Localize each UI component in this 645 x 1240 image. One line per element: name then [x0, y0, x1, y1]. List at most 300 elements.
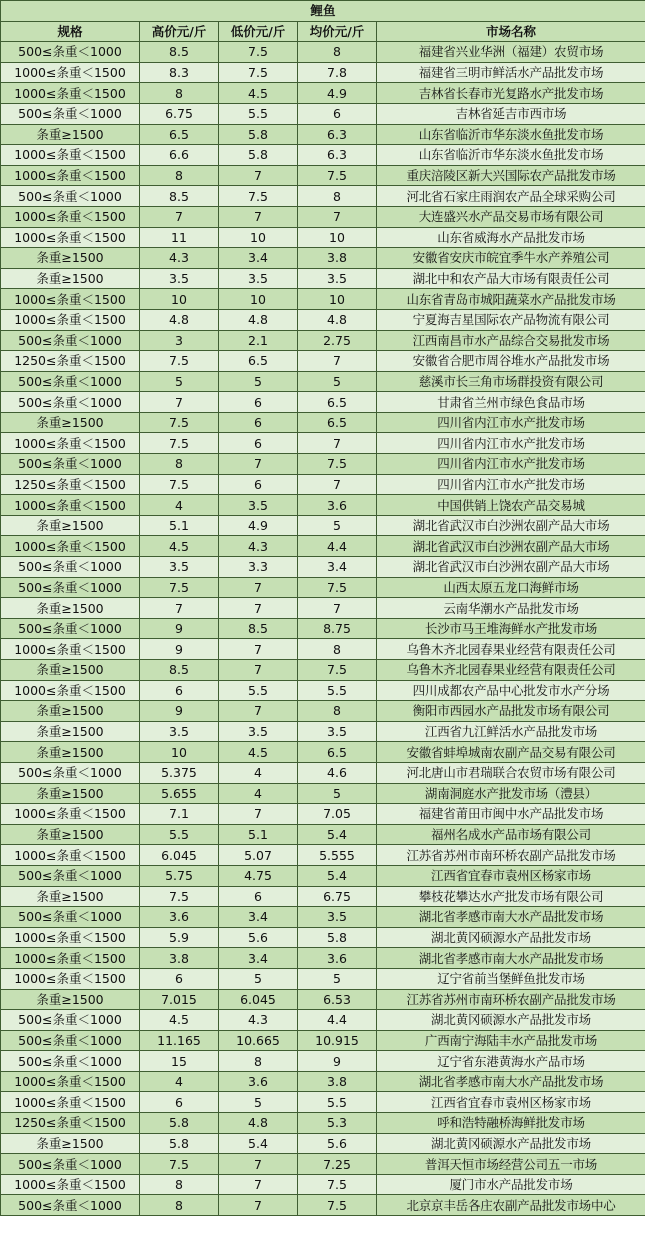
- table-row: [1, 907, 645, 928]
- cell-avg-price: 7.5: [298, 454, 377, 475]
- cell-market-name: 湖北省孝感市南大水产品批发市场: [377, 1071, 645, 1092]
- cell-avg-price: 7.25: [298, 1154, 377, 1175]
- cell-spec: 条重≥1500: [1, 824, 140, 845]
- cell-avg-price: 7: [298, 598, 377, 619]
- cell-low-price: 3.6: [219, 1071, 298, 1092]
- table-row: [1, 165, 645, 186]
- cell-market-name: 江西南昌市水产品综合交易批发市场: [377, 330, 645, 351]
- cell-low-price: 5.5: [219, 103, 298, 124]
- cell-market-name: 福州名成水产品市场有限公司: [377, 824, 645, 845]
- cell-low-price: 3.4: [219, 907, 298, 928]
- table-row: [1, 83, 645, 104]
- cell-high-price: 7: [140, 206, 219, 227]
- table-row: [1, 1092, 645, 1113]
- header-avg-price: 均价元/斤: [298, 21, 377, 42]
- cell-spec: 条重≥1500: [1, 783, 140, 804]
- cell-low-price: 6: [219, 392, 298, 413]
- cell-spec: 条重≥1500: [1, 248, 140, 269]
- cell-avg-price: 5: [298, 371, 377, 392]
- cell-market-name: 湖北省孝感市南大水产品批发市场: [377, 907, 645, 928]
- cell-market-name: 四川成都农产品中心批发市水产分场: [377, 680, 645, 701]
- cell-high-price: 5.375: [140, 762, 219, 783]
- cell-high-price: 7.015: [140, 989, 219, 1010]
- cell-high-price: 7: [140, 392, 219, 413]
- table-row: [1, 824, 645, 845]
- cell-spec: 1250≤条重＜1500: [1, 474, 140, 495]
- cell-low-price: 5.8: [219, 145, 298, 166]
- cell-avg-price: 5: [298, 783, 377, 804]
- cell-spec: 1000≤条重＜1500: [1, 227, 140, 248]
- cell-spec: 1000≤条重＜1500: [1, 948, 140, 969]
- cell-market-name: 厦门市水产品批发市场: [377, 1174, 645, 1195]
- cell-spec: 500≤条重＜1000: [1, 1195, 140, 1216]
- cell-high-price: 3.8: [140, 948, 219, 969]
- cell-avg-price: 5: [298, 515, 377, 536]
- cell-high-price: 8.5: [140, 660, 219, 681]
- table-title-row: [1, 1, 645, 22]
- table-row: [1, 1195, 645, 1216]
- cell-low-price: 7: [219, 1154, 298, 1175]
- cell-high-price: 4.5: [140, 536, 219, 557]
- cell-avg-price: 8: [298, 42, 377, 63]
- table-row: [1, 62, 645, 83]
- cell-avg-price: 6.75: [298, 886, 377, 907]
- cell-low-price: 7.5: [219, 42, 298, 63]
- cell-market-name: 河北唐山市君瑞联合农贸市场有限公司: [377, 762, 645, 783]
- cell-low-price: 8: [219, 1051, 298, 1072]
- cell-high-price: 6.75: [140, 103, 219, 124]
- cell-market-name: 湖南洞庭水产批发市场（澧县）: [377, 783, 645, 804]
- cell-avg-price: 7: [298, 351, 377, 372]
- cell-low-price: 2.1: [219, 330, 298, 351]
- cell-high-price: 8: [140, 83, 219, 104]
- cell-low-price: 5.07: [219, 845, 298, 866]
- cell-spec: 1250≤条重＜1500: [1, 1113, 140, 1134]
- cell-market-name: 甘肃省兰州市绿色食品市场: [377, 392, 645, 413]
- cell-market-name: 慈溪市长三角市场群投资有限公司: [377, 371, 645, 392]
- table-row: [1, 145, 645, 166]
- cell-market-name: 吉林省延吉市西市场: [377, 103, 645, 124]
- table-row: [1, 577, 645, 598]
- cell-market-name: 中国供销上饶农产品交易城: [377, 495, 645, 516]
- cell-spec: 1000≤条重＜1500: [1, 845, 140, 866]
- cell-avg-price: 6.5: [298, 412, 377, 433]
- cell-spec: 条重≥1500: [1, 515, 140, 536]
- cell-spec: 1000≤条重＜1500: [1, 145, 140, 166]
- cell-low-price: 6.5: [219, 351, 298, 372]
- table-row: [1, 227, 645, 248]
- cell-avg-price: 7.5: [298, 1195, 377, 1216]
- cell-avg-price: 6.3: [298, 124, 377, 145]
- cell-high-price: 7: [140, 598, 219, 619]
- cell-market-name: 宁夏海吉星国际农产品物流有限公司: [377, 309, 645, 330]
- cell-market-name: 江西省宜春市袁州区杨家市场: [377, 1092, 645, 1113]
- cell-high-price: 7.5: [140, 412, 219, 433]
- cell-high-price: 3.5: [140, 557, 219, 578]
- cell-avg-price: 3.8: [298, 1071, 377, 1092]
- table-row: [1, 1174, 645, 1195]
- table-row: [1, 1133, 645, 1154]
- cell-avg-price: 8: [298, 186, 377, 207]
- cell-high-price: 3.5: [140, 268, 219, 289]
- cell-high-price: 5.1: [140, 515, 219, 536]
- cell-avg-price: 5.4: [298, 824, 377, 845]
- cell-spec: 1000≤条重＜1500: [1, 1071, 140, 1092]
- cell-market-name: 山东省临沂市华东淡水鱼批发市场: [377, 145, 645, 166]
- cell-low-price: 5: [219, 371, 298, 392]
- cell-market-name: 福建省莆田市闽中水产品批发市场: [377, 804, 645, 825]
- cell-low-price: 4.3: [219, 1010, 298, 1031]
- cell-avg-price: 4.6: [298, 762, 377, 783]
- cell-avg-price: 9: [298, 1051, 377, 1072]
- cell-avg-price: 6.5: [298, 742, 377, 763]
- cell-high-price: 9: [140, 639, 219, 660]
- cell-high-price: 8: [140, 165, 219, 186]
- cell-low-price: 3.5: [219, 268, 298, 289]
- cell-spec: 500≤条重＜1000: [1, 762, 140, 783]
- table-row: [1, 557, 645, 578]
- table-row: [1, 206, 645, 227]
- cell-low-price: 6: [219, 474, 298, 495]
- cell-high-price: 6: [140, 968, 219, 989]
- table-row: [1, 248, 645, 269]
- cell-high-price: 4.8: [140, 309, 219, 330]
- cell-market-name: 安徽省合肥市周谷堆水产品批发市场: [377, 351, 645, 372]
- cell-market-name: 湖北省武汉市白沙洲农副产品大市场: [377, 536, 645, 557]
- cell-avg-price: 3.5: [298, 268, 377, 289]
- table-row: [1, 186, 645, 207]
- cell-market-name: 辽宁省前当堡鲜鱼批发市场: [377, 968, 645, 989]
- table-row: [1, 515, 645, 536]
- cell-market-name: 吉林省长春市光复路水产批发市场: [377, 83, 645, 104]
- cell-high-price: 6: [140, 1092, 219, 1113]
- cell-spec: 500≤条重＜1000: [1, 371, 140, 392]
- cell-market-name: 北京京丰岳各庄农副产品批发市场中心: [377, 1195, 645, 1216]
- cell-market-name: 湖北黄冈硕源水产品批发市场: [377, 927, 645, 948]
- cell-low-price: 4: [219, 762, 298, 783]
- table-row: [1, 1154, 645, 1175]
- table-row: [1, 268, 645, 289]
- cell-market-name: 四川省内江市水产批发市场: [377, 412, 645, 433]
- table-row: [1, 289, 645, 310]
- cell-market-name: 福建省三明市鲜活水产品批发市场: [377, 62, 645, 83]
- cell-spec: 1000≤条重＜1500: [1, 495, 140, 516]
- cell-high-price: 11.165: [140, 1030, 219, 1051]
- cell-avg-price: 8: [298, 701, 377, 722]
- table-row: [1, 351, 645, 372]
- cell-low-price: 6.045: [219, 989, 298, 1010]
- cell-low-price: 7: [219, 206, 298, 227]
- cell-spec: 500≤条重＜1000: [1, 42, 140, 63]
- cell-spec: 1000≤条重＜1500: [1, 1174, 140, 1195]
- cell-spec: 500≤条重＜1000: [1, 618, 140, 639]
- cell-avg-price: 3.6: [298, 495, 377, 516]
- cell-high-price: 7.5: [140, 474, 219, 495]
- cell-avg-price: 5.5: [298, 1092, 377, 1113]
- cell-market-name: 四川省内江市水产批发市场: [377, 433, 645, 454]
- cell-high-price: 5.75: [140, 865, 219, 886]
- table-row: [1, 103, 645, 124]
- cell-high-price: 5.8: [140, 1113, 219, 1134]
- cell-high-price: 9: [140, 701, 219, 722]
- cell-spec: 500≤条重＜1000: [1, 1051, 140, 1072]
- cell-market-name: 大连盛兴水产品交易市场有限公司: [377, 206, 645, 227]
- cell-low-price: 4.5: [219, 742, 298, 763]
- cell-spec: 1000≤条重＜1500: [1, 927, 140, 948]
- cell-spec: 500≤条重＜1000: [1, 1010, 140, 1031]
- cell-market-name: 山东省威海水产品批发市场: [377, 227, 645, 248]
- cell-low-price: 3.3: [219, 557, 298, 578]
- header-high-price: 高价元/斤: [140, 21, 219, 42]
- cell-market-name: 江西省九江鲜活水产品批发市场: [377, 721, 645, 742]
- cell-high-price: 4: [140, 495, 219, 516]
- cell-low-price: 7: [219, 1174, 298, 1195]
- cell-high-price: 8: [140, 1174, 219, 1195]
- cell-avg-price: 7.5: [298, 165, 377, 186]
- table-header-row: [1, 21, 645, 42]
- cell-high-price: 8: [140, 1195, 219, 1216]
- table-body: [1, 42, 645, 1216]
- table-row: [1, 371, 645, 392]
- cell-avg-price: 10: [298, 227, 377, 248]
- cell-low-price: 10.665: [219, 1030, 298, 1051]
- cell-spec: 条重≥1500: [1, 886, 140, 907]
- cell-avg-price: 7.5: [298, 1174, 377, 1195]
- cell-spec: 1000≤条重＜1500: [1, 639, 140, 660]
- cell-avg-price: 5.5: [298, 680, 377, 701]
- cell-market-name: 湖北省武汉市白沙洲农副产品大市场: [377, 557, 645, 578]
- cell-market-name: 山东省临沂市华东淡水鱼批发市场: [377, 124, 645, 145]
- table-row: [1, 330, 645, 351]
- cell-high-price: 5: [140, 371, 219, 392]
- cell-market-name: 普洱天恒市场经营公司五一市场: [377, 1154, 645, 1175]
- cell-low-price: 7: [219, 165, 298, 186]
- cell-avg-price: 5.6: [298, 1133, 377, 1154]
- table-row: [1, 433, 645, 454]
- cell-low-price: 4.8: [219, 1113, 298, 1134]
- cell-market-name: 山东省青岛市城阳蔬菜水产品批发市场: [377, 289, 645, 310]
- cell-avg-price: 4.4: [298, 1010, 377, 1031]
- table-row: [1, 454, 645, 475]
- cell-avg-price: 10: [298, 289, 377, 310]
- cell-spec: 1000≤条重＜1500: [1, 309, 140, 330]
- cell-market-name: 湖北黄冈硕源水产品批发市场: [377, 1010, 645, 1031]
- cell-high-price: 7.1: [140, 804, 219, 825]
- cell-spec: 500≤条重＜1000: [1, 186, 140, 207]
- cell-spec: 1000≤条重＜1500: [1, 1092, 140, 1113]
- cell-spec: 1000≤条重＜1500: [1, 433, 140, 454]
- cell-low-price: 4.8: [219, 309, 298, 330]
- cell-high-price: 7.5: [140, 1154, 219, 1175]
- cell-spec: 1000≤条重＜1500: [1, 536, 140, 557]
- table-row: [1, 392, 645, 413]
- cell-high-price: 7.5: [140, 351, 219, 372]
- cell-low-price: 4.75: [219, 865, 298, 886]
- table-row: [1, 412, 645, 433]
- cell-market-name: 福建省兴业华洲（福建）农贸市场: [377, 42, 645, 63]
- cell-market-name: 湖北黄冈硕源水产品批发市场: [377, 1133, 645, 1154]
- cell-low-price: 10: [219, 289, 298, 310]
- cell-low-price: 7: [219, 454, 298, 475]
- cell-low-price: 3.4: [219, 948, 298, 969]
- cell-avg-price: 3.4: [298, 557, 377, 578]
- cell-avg-price: 6: [298, 103, 377, 124]
- cell-low-price: 5.5: [219, 680, 298, 701]
- table-row: [1, 1010, 645, 1031]
- cell-avg-price: 3.5: [298, 721, 377, 742]
- cell-market-name: 云南华潮水产品批发市场: [377, 598, 645, 619]
- table-row: [1, 124, 645, 145]
- table-row: [1, 1030, 645, 1051]
- table-row: [1, 989, 645, 1010]
- table-row: [1, 865, 645, 886]
- cell-low-price: 6: [219, 886, 298, 907]
- cell-high-price: 7.5: [140, 886, 219, 907]
- cell-high-price: 6.6: [140, 145, 219, 166]
- cell-spec: 1000≤条重＜1500: [1, 680, 140, 701]
- table-row: [1, 474, 645, 495]
- cell-spec: 500≤条重＜1000: [1, 1030, 140, 1051]
- cell-avg-price: 5.555: [298, 845, 377, 866]
- cell-avg-price: 4.4: [298, 536, 377, 557]
- cell-spec: 1000≤条重＜1500: [1, 804, 140, 825]
- table-row: [1, 680, 645, 701]
- cell-market-name: 安徽省蚌埠城南农副产品交易有限公司: [377, 742, 645, 763]
- cell-low-price: 7: [219, 577, 298, 598]
- cell-high-price: 11: [140, 227, 219, 248]
- cell-avg-price: 3.6: [298, 948, 377, 969]
- cell-avg-price: 4.8: [298, 309, 377, 330]
- table-row: [1, 660, 645, 681]
- cell-market-name: 湖北省孝感市南大水产品批发市场: [377, 948, 645, 969]
- table-row: [1, 948, 645, 969]
- cell-avg-price: 2.75: [298, 330, 377, 351]
- cell-market-name: 河北省石家庄雨润农产品全球采购公司: [377, 186, 645, 207]
- cell-high-price: 7.5: [140, 433, 219, 454]
- cell-high-price: 5.8: [140, 1133, 219, 1154]
- cell-high-price: 6.045: [140, 845, 219, 866]
- cell-avg-price: 3.5: [298, 907, 377, 928]
- table-row: [1, 742, 645, 763]
- cell-spec: 条重≥1500: [1, 412, 140, 433]
- cell-high-price: 4.3: [140, 248, 219, 269]
- cell-low-price: 7: [219, 660, 298, 681]
- cell-avg-price: 5.4: [298, 865, 377, 886]
- table-row: [1, 495, 645, 516]
- table-row: [1, 598, 645, 619]
- cell-high-price: 4: [140, 1071, 219, 1092]
- cell-high-price: 8: [140, 454, 219, 475]
- cell-spec: 条重≥1500: [1, 1133, 140, 1154]
- cell-low-price: 7.5: [219, 186, 298, 207]
- cell-high-price: 15: [140, 1051, 219, 1072]
- cell-low-price: 5.1: [219, 824, 298, 845]
- cell-high-price: 3.6: [140, 907, 219, 928]
- cell-avg-price: 4.9: [298, 83, 377, 104]
- cell-market-name: 四川省内江市水产批发市场: [377, 474, 645, 495]
- table-row: [1, 42, 645, 63]
- cell-low-price: 8.5: [219, 618, 298, 639]
- cell-high-price: 3: [140, 330, 219, 351]
- cell-market-name: 江西省宜春市袁州区杨家市场: [377, 865, 645, 886]
- cell-low-price: 7: [219, 1195, 298, 1216]
- cell-low-price: 6: [219, 412, 298, 433]
- cell-high-price: 10: [140, 742, 219, 763]
- cell-market-name: 湖北省武汉市白沙洲农副产品大市场: [377, 515, 645, 536]
- cell-low-price: 5.6: [219, 927, 298, 948]
- cell-spec: 条重≥1500: [1, 124, 140, 145]
- cell-low-price: 4: [219, 783, 298, 804]
- cell-low-price: 7: [219, 598, 298, 619]
- cell-low-price: 3.5: [219, 495, 298, 516]
- cell-avg-price: 5: [298, 968, 377, 989]
- table-row: [1, 1051, 645, 1072]
- cell-spec: 条重≥1500: [1, 268, 140, 289]
- table-row: [1, 309, 645, 330]
- header-market-name: 市场名称: [377, 21, 645, 42]
- cell-low-price: 5.8: [219, 124, 298, 145]
- table-row: [1, 804, 645, 825]
- cell-high-price: 8.5: [140, 186, 219, 207]
- cell-high-price: 5.9: [140, 927, 219, 948]
- cell-low-price: 5: [219, 968, 298, 989]
- table-row: [1, 1113, 645, 1134]
- table-row: [1, 1071, 645, 1092]
- cell-low-price: 3.5: [219, 721, 298, 742]
- cell-low-price: 7: [219, 701, 298, 722]
- cell-market-name: 呼和浩特融桥海鲜批发市场: [377, 1113, 645, 1134]
- cell-avg-price: 8.75: [298, 618, 377, 639]
- cell-low-price: 7: [219, 804, 298, 825]
- cell-avg-price: 3.8: [298, 248, 377, 269]
- cell-high-price: 7.5: [140, 577, 219, 598]
- cell-market-name: 安徽省安庆市皖宜季牛水产养殖公司: [377, 248, 645, 269]
- cell-spec: 条重≥1500: [1, 989, 140, 1010]
- cell-spec: 1000≤条重＜1500: [1, 206, 140, 227]
- cell-spec: 500≤条重＜1000: [1, 865, 140, 886]
- cell-avg-price: 7: [298, 474, 377, 495]
- table-row: [1, 783, 645, 804]
- cell-market-name: 乌鲁木齐北园春果业经营有限责任公司: [377, 660, 645, 681]
- table-row: [1, 536, 645, 557]
- table-title: 鲤鱼: [1, 1, 645, 22]
- cell-spec: 条重≥1500: [1, 660, 140, 681]
- cell-market-name: 重庆涪陵区新大兴国际农产品批发市场: [377, 165, 645, 186]
- table-row: [1, 701, 645, 722]
- cell-avg-price: 8: [298, 639, 377, 660]
- cell-market-name: 辽宁省东港黄海水产品市场: [377, 1051, 645, 1072]
- cell-low-price: 7.5: [219, 62, 298, 83]
- cell-market-name: 广西南宁海陆丰水产品批发市场: [377, 1030, 645, 1051]
- cell-avg-price: 7: [298, 433, 377, 454]
- cell-high-price: 4.5: [140, 1010, 219, 1031]
- cell-high-price: 8.5: [140, 42, 219, 63]
- cell-low-price: 4.9: [219, 515, 298, 536]
- cell-market-name: 山西太原五龙口海鲜市场: [377, 577, 645, 598]
- cell-spec: 500≤条重＜1000: [1, 103, 140, 124]
- cell-low-price: 6: [219, 433, 298, 454]
- cell-high-price: 6: [140, 680, 219, 701]
- cell-avg-price: 6.53: [298, 989, 377, 1010]
- cell-market-name: 江苏省苏州市南环桥农副产品批发市场: [377, 989, 645, 1010]
- cell-spec: 1000≤条重＜1500: [1, 83, 140, 104]
- cell-spec: 500≤条重＜1000: [1, 907, 140, 928]
- cell-avg-price: 7.5: [298, 577, 377, 598]
- cell-avg-price: 6.5: [298, 392, 377, 413]
- cell-market-name: 乌鲁木齐北园春果业经营有限责任公司: [377, 639, 645, 660]
- cell-spec: 500≤条重＜1000: [1, 454, 140, 475]
- cell-spec: 1000≤条重＜1500: [1, 968, 140, 989]
